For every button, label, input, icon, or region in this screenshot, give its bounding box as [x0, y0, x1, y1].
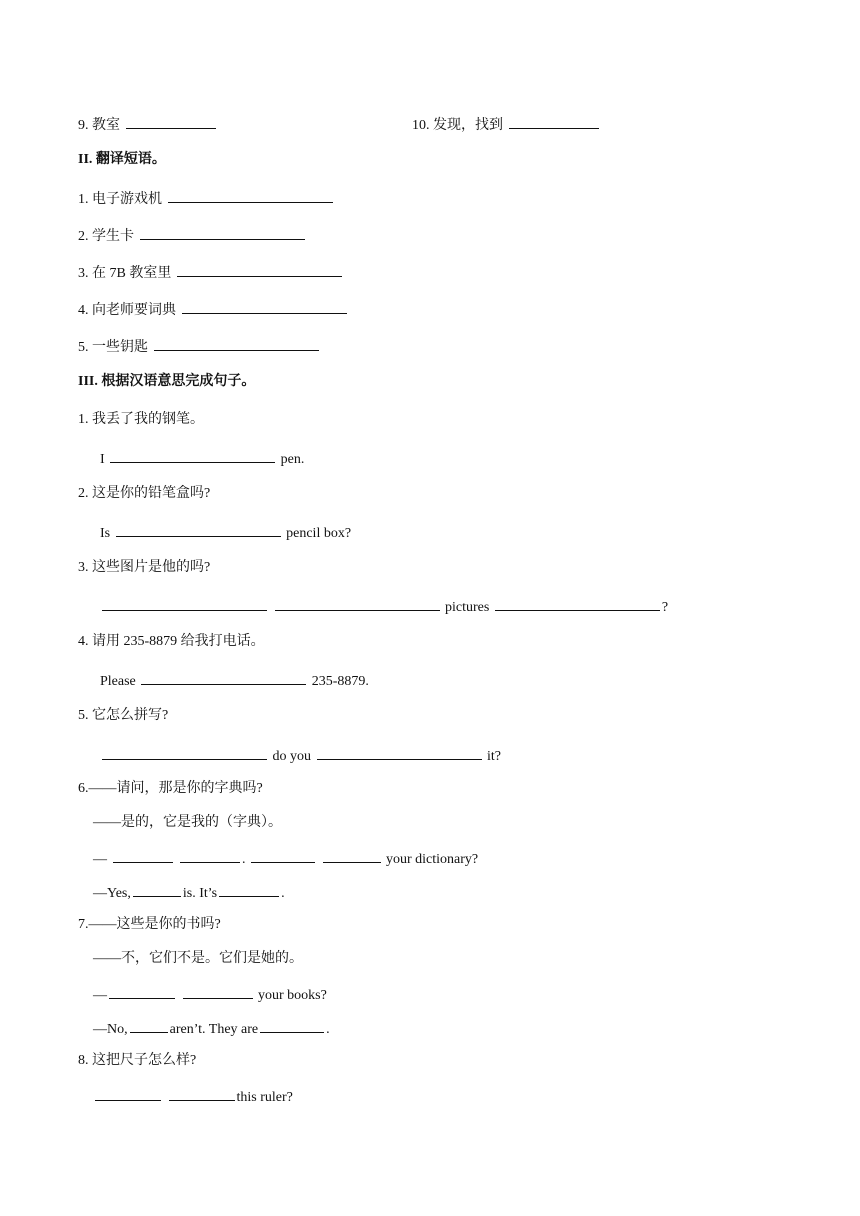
sentence-text: I	[100, 452, 105, 467]
item-text: ——这些是你的书吗?	[88, 917, 221, 932]
answer-blank[interactable]	[219, 882, 279, 897]
item-number: 3.	[78, 266, 89, 281]
sentence-text: —Yes,	[93, 886, 131, 901]
section-3-title: III. 根据汉语意思完成句子。	[78, 374, 256, 389]
item-text: 这把尺子怎么样?	[92, 1053, 197, 1068]
question-7-prompt	[78, 916, 221, 934]
answer-blank[interactable]	[275, 596, 440, 611]
question-6-sentence-1	[93, 848, 478, 869]
answer-blank[interactable]	[133, 882, 181, 897]
answer-blank[interactable]	[113, 848, 173, 863]
sentence-text: Please	[100, 674, 136, 689]
question-7-sentence-1	[93, 984, 327, 1005]
answer-blank[interactable]	[183, 984, 253, 999]
item-text: 它怎么拼写?	[92, 708, 169, 723]
question-7-prompt-reply: ——不，它们不是。它们是她的。	[93, 951, 303, 966]
phrase-item-5	[78, 336, 321, 357]
question-1-sentence	[100, 448, 304, 469]
vocab-item-10	[412, 114, 601, 135]
answer-blank[interactable]	[323, 848, 381, 863]
answer-blank[interactable]	[251, 848, 315, 863]
sentence-text: .	[326, 1022, 330, 1037]
answer-blank[interactable]	[509, 114, 599, 129]
question-4-prompt	[78, 633, 265, 651]
answer-blank[interactable]	[102, 745, 267, 760]
sentence-text: Is	[100, 526, 111, 541]
item-number: 4.	[78, 634, 89, 649]
item-number: 4.	[78, 303, 89, 318]
sentence-text: 235-8879.	[311, 674, 369, 689]
item-number: 7.	[78, 917, 89, 932]
item-number: 8.	[78, 1053, 89, 1068]
answer-blank[interactable]	[95, 1086, 161, 1101]
answer-blank[interactable]	[102, 596, 267, 611]
item-number: 6.	[78, 781, 89, 796]
question-2-prompt	[78, 485, 210, 503]
answer-blank[interactable]	[110, 448, 275, 463]
item-number: 5.	[78, 340, 89, 355]
question-4-sentence	[100, 670, 369, 691]
phrase-item-2	[78, 225, 307, 246]
item-text: 向老师要词典	[92, 303, 176, 318]
question-1-prompt	[78, 411, 204, 429]
question-2-sentence	[100, 522, 351, 543]
question-6-sentence-2	[93, 882, 285, 903]
item-number: 1.	[78, 412, 89, 427]
question-5-prompt	[78, 707, 168, 725]
answer-blank[interactable]	[116, 522, 281, 537]
item-text: ——请问，那是你的字典吗?	[88, 781, 263, 796]
answer-blank[interactable]	[182, 299, 347, 314]
answer-blank[interactable]	[495, 596, 660, 611]
item-number: 2.	[78, 229, 89, 244]
sentence-text: this ruler?	[236, 1090, 293, 1105]
item-text: 我丢了我的钢笔。	[92, 412, 204, 427]
phrase-item-4	[78, 299, 349, 320]
question-5-sentence	[100, 745, 501, 766]
sentence-text: pencil box?	[286, 526, 352, 541]
sentence-text: —	[93, 852, 107, 867]
item-text: 学生卡	[92, 229, 134, 244]
question-6-prompt-reply: ——是的，它是我的（字典）。	[93, 815, 282, 830]
sentence-text: pen.	[280, 452, 305, 467]
question-3-sentence	[100, 596, 668, 617]
answer-blank[interactable]	[260, 1018, 324, 1033]
phrase-item-1	[78, 188, 335, 209]
answer-blank[interactable]	[154, 336, 319, 351]
answer-blank[interactable]	[130, 1018, 168, 1033]
question-7-sentence-2	[93, 1018, 330, 1039]
sentence-text: —No,	[93, 1022, 128, 1037]
answer-blank[interactable]	[168, 188, 333, 203]
sentence-text: ?	[661, 600, 669, 615]
phrase-item-3	[78, 262, 344, 283]
item-text: 这是你的铅笔盒吗?	[92, 486, 211, 501]
answer-blank[interactable]	[126, 114, 216, 129]
question-8-sentence	[93, 1086, 293, 1107]
item-number: 5.	[78, 708, 89, 723]
item-text: 这些图片是他的吗?	[92, 560, 211, 575]
item-text: 教室	[92, 118, 120, 133]
question-3-prompt	[78, 559, 210, 577]
sentence-text: aren’t. They are	[169, 1022, 259, 1037]
answer-blank[interactable]	[109, 984, 175, 999]
sentence-text: do you	[272, 749, 311, 764]
item-text: 一些钥匙	[92, 340, 148, 355]
sentence-text: is. It’s	[182, 886, 218, 901]
vocab-item-9	[78, 114, 218, 135]
question-6-prompt	[78, 780, 263, 798]
sentence-text: it?	[487, 749, 501, 764]
sentence-text: your dictionary?	[386, 852, 479, 867]
item-number: 2.	[78, 486, 89, 501]
answer-blank[interactable]	[317, 745, 482, 760]
answer-blank[interactable]	[140, 225, 305, 240]
sentence-text: —	[93, 988, 107, 1003]
section-2-title: II. 翻译短语。	[78, 152, 166, 167]
sentence-text: .	[242, 852, 246, 867]
answer-blank[interactable]	[177, 262, 342, 277]
sentence-text: your books?	[258, 988, 327, 1003]
sentence-text: pictures	[445, 600, 490, 615]
answer-blank[interactable]	[169, 1086, 235, 1101]
item-number: 1.	[78, 192, 89, 207]
answer-blank[interactable]	[141, 670, 306, 685]
item-number: 10.	[412, 118, 430, 133]
question-8-prompt	[78, 1052, 196, 1070]
item-number: 3.	[78, 560, 89, 575]
item-text: 在 7B 教室里	[92, 266, 172, 281]
item-number: 9.	[78, 118, 89, 133]
item-text: 发现，找到	[433, 118, 503, 133]
item-text: 电子游戏机	[92, 192, 162, 207]
answer-blank[interactable]	[180, 848, 240, 863]
sentence-text: .	[281, 886, 285, 901]
item-text: 请用 235-8879 给我打电话。	[92, 634, 265, 649]
